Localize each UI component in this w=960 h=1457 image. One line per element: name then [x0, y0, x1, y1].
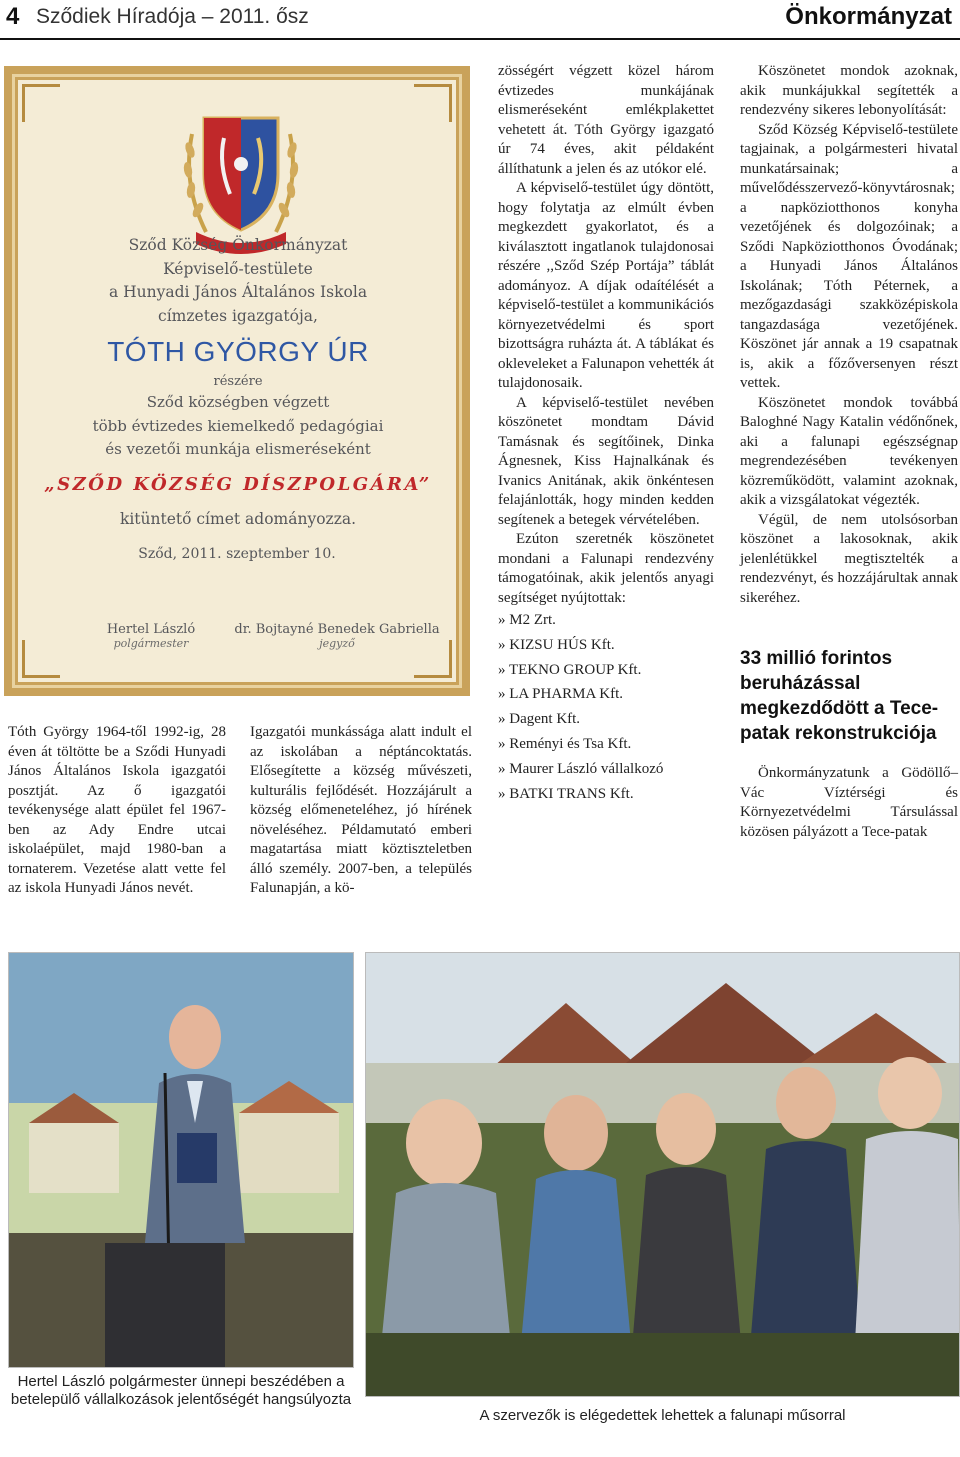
article-paragraph: Tóth György 1964-től 1992-ig, 28 éven át töltötte be a Sződi Hunyadi János Általános Iskola igazgatói posztját. Az ő igazgatói tevékenysége alatt épület fel 1967-ben az Ady Endre utcai iskolaépület, majd 1980-ban a tornaterem. Vezetése alatt vette fel az iskola Hunyadi János nevét.: [8, 724, 226, 896]
certificate-line: több évtizedes kiemelkedő pedagógiai: [92, 416, 384, 435]
list-item: » Dagent Kft.: [498, 711, 581, 728]
signer-name: Hertel László: [106, 622, 196, 637]
ornament-corner-icon: [22, 640, 60, 678]
certificate-line: részére: [213, 374, 263, 389]
section-title: Önkormányzat: [785, 3, 952, 30]
list-item: » KIZSU HÚS Kft.: [498, 636, 615, 653]
article-column-2: [250, 723, 472, 899]
photo-caption: Hertel László polgármester ünnepi beszédében a betelepülő vállalkozások jelentőségét hangsúlyozta: [8, 1373, 354, 1409]
article-paragraph: A képviselő-testület nevében köszönetet mondtam Dávid Tamásnak és segítőinek, Dinka Ágnesnek, Kiss Hajnalkának és Ivanics Anitának, akik önkéntesen felajánlották, hogy minden kedden segítenek a betegek vérvételében.: [498, 394, 714, 528]
list-item: » BATKI TRANS Kft.: [498, 785, 634, 802]
article-paragraph: Sződ Község Képviselő-testülete tagjainak, a polgármesteri hivatal munkatársainak; a művelődésszervező-könyvtárosnak; a napköziotthonos konyha vezetőjének és dolgozóinak; a Sződi Napköziotthonos Óvodának; a Hunyadi János Általános Iskolának; Tóth Péternek, a mezőgazdasági szakközépiskola tangazdasága vezetőjének. Köszönet jár annak a 19 csapatnak is, akik a főzőversenyen részt vettek.: [740, 121, 958, 391]
signature-notary: [232, 622, 442, 650]
list-item: » LA PHARMA Kft.: [498, 686, 624, 703]
page-header: [0, 0, 960, 40]
article-paragraph: A képviselő-testület úgy döntött, hogy folytatja az elmúlt évben megkezdett gyakorlatot, és a kiválasztott ingatlanok tulajdonosai részére ,,Sződ Szép Portája” táblát adományoz. A díjak odaítélését a képviselő-testület a kommunikációs környezetvédelmi és sport bizottságra ruházta át. A táblákat és okleveleket a Falunapon vehették át tulajdonosaik.: [498, 180, 714, 391]
ornament-corner-icon: [22, 84, 60, 122]
page-number: 4: [6, 3, 20, 30]
news-headline: 33 millió forintos beruházással megkezdődött a Tece-patak rekonstrukciója: [740, 648, 939, 744]
publication-title: Sződiek Híradója – 2011. ősz: [36, 5, 309, 28]
ornament-corner-icon: [414, 84, 452, 122]
list-item: » M2 Zrt.: [498, 612, 556, 628]
photo-mayor-image: [9, 953, 354, 1368]
certificate-line: kitüntető címet adományozza.: [119, 509, 357, 528]
photo-audience-image: [366, 953, 960, 1397]
article-paragraph: Köszönetet mondok azoknak, akik munkájukkal segítették a rendezvény sikeres lebonyolítását:: [740, 63, 958, 118]
certificate-line: Sződ Község Önkormányzat: [128, 236, 348, 254]
signer-role: jegyző: [319, 637, 355, 650]
signer-name: dr. Bojtayné Benedek Gabriella: [234, 622, 440, 637]
photo-audience: [365, 952, 960, 1397]
list-item: » Reményi és Tsa Kft.: [498, 735, 632, 752]
article-paragraph: zösségért végzett közel három évtizedes munkájának elismeréseként emlékplakettet vehetett át. Tóth György igazgató úr 74 éves, akit példaként állíthatunk a jelen és az utókor elé.: [498, 63, 714, 177]
certificate-line: a Hunyadi János Általános Iskola: [108, 283, 368, 301]
article-paragraph: Végül, de nem utolsósorban köszönet a lakosoknak, akik jelenlétükkel megtisztelték a rendezvényt, és hozzájárultak annak sikeréhez.: [740, 511, 958, 606]
article-paragraph: Köszönetet mondok továbbá Baloghné Nagy Katalin védőnőnek, aki a falunapi egészségnap megrendezésében tevékenyen közreműködött, valamint azoknak, akik a vizsgálatokat végezték.: [740, 394, 958, 508]
sponsor-list: [498, 608, 714, 806]
article-paragraph: Igazgatói munkássága alatt indult el az iskolában a néptáncoktatás. Elősegítette a község művészeti, kulturális fejlődését. Hozzájárult a község előmeneteléhez, jó hírének növeléséhez. Példamutató emberi magatartása miatt köztiszteletben álló személy. 2007-ben, a település Falunapján, a kö-: [250, 724, 472, 896]
certificate-text: [32, 234, 444, 531]
certificate-line: Sződ községben végzett: [146, 393, 330, 411]
article-column-4: [740, 62, 958, 842]
honoree-name: TÓTH GYÖRGY ÚR: [107, 336, 369, 367]
news-lead: Önkormányzatunk a Gödöllő–Vác Víztérségi és Környezetvédelmi Társulással közösen pályázott a Tece-patak: [740, 765, 958, 840]
certificate-line: és vezetői munkája elismeréseként: [105, 440, 371, 458]
certificate-line: Képviselő-testülete: [163, 259, 313, 278]
list-item: » TEKNO GROUP Kft.: [498, 661, 642, 678]
certificate-date: Sződ, 2011. szeptember 10.: [138, 546, 336, 562]
article-paragraph: Ezúton szeretnék köszönetet mondani a Falunapi rendezvény támogatóinak, akik jelentős anyagi segítséget nyújtottak:: [498, 531, 714, 606]
article-column-1: [8, 723, 226, 899]
photo-mayor-speech: [8, 952, 354, 1368]
signer-role: polgármester: [113, 637, 189, 650]
photo-caption: A szervezők is elégedettek lehettek a falunapi műsorral: [365, 1407, 960, 1425]
article-column-3: [498, 62, 714, 806]
honorary-citizen-certificate: [4, 66, 470, 696]
certificate-line: címzetes igazgatója,: [158, 306, 318, 325]
list-item: » Maurer László vállalkozó: [498, 760, 664, 777]
signature-mayor: [76, 622, 226, 650]
award-title: „SZŐD KÖZSÉG DÍSZPOLGÁRA”: [44, 473, 432, 495]
